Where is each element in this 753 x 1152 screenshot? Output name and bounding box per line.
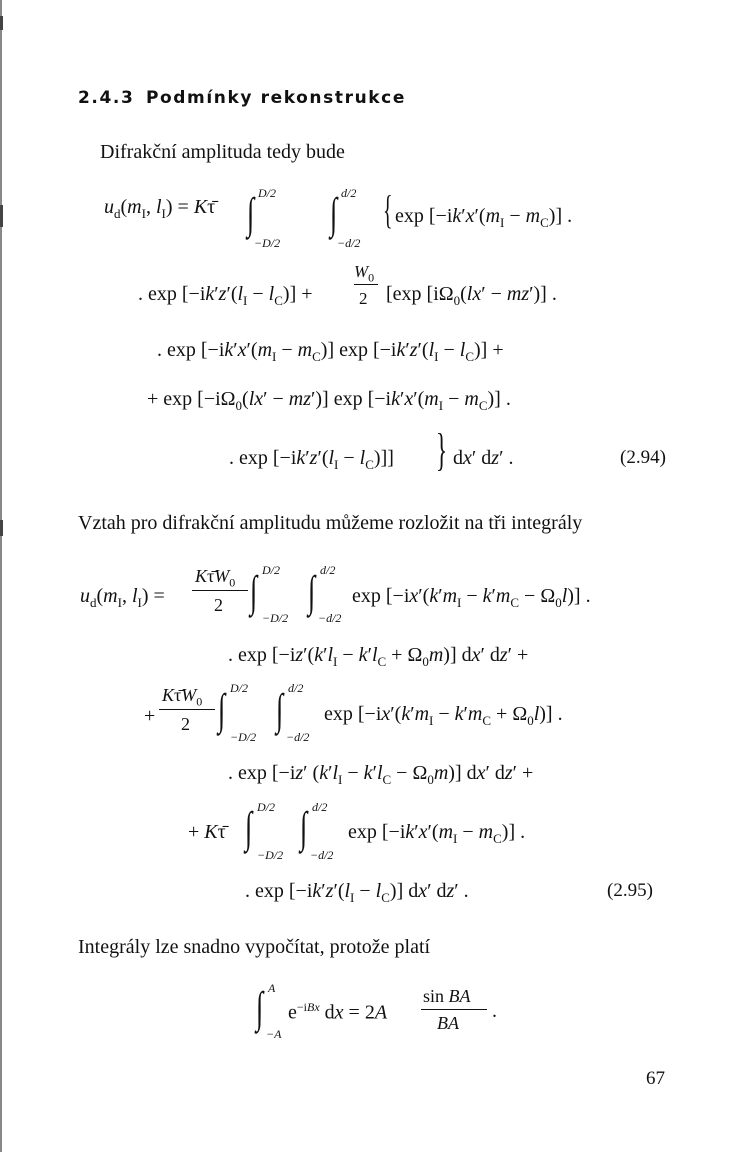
eq295-line-2: . $\exp [-iz'(k'l_I - k'l_C + \Omega_0m)]$ dx′ dz′ + bbox=[228, 644, 529, 669]
integral-lower-limit: −D/2 bbox=[257, 848, 284, 862]
fraction-bar bbox=[159, 709, 215, 710]
eq295-line-3-rest: $\exp [-ix'(k'm_I - k'm_C + \Omega_0l)]$ . bbox=[324, 703, 563, 728]
integral-upper-limit: D/2 bbox=[257, 800, 275, 814]
fraction-bar bbox=[421, 1009, 487, 1010]
page-edge-mark bbox=[0, 205, 3, 227]
integral-upper-limit: D/2 bbox=[258, 186, 276, 200]
integral-sign: ∫ bbox=[218, 685, 226, 734]
integral-lower-limit: −d/2 bbox=[318, 611, 342, 625]
integral-sign: ∫ bbox=[330, 189, 338, 238]
fraction-denominator: 2 bbox=[359, 289, 368, 308]
integral-lower-limit: −D/2 bbox=[230, 730, 257, 744]
integral-upper-limit: A bbox=[268, 981, 276, 995]
section-heading bbox=[78, 88, 406, 108]
eq295-line-6: . $\exp [-ik'z'(l_I - l_C)]$ dx′ dz′ . bbox=[245, 880, 469, 905]
fraction-numerator: $K\taūW_0$ bbox=[195, 566, 236, 590]
fraction-denominator: 2 bbox=[181, 714, 190, 734]
equation-number-2-95: (2.95) bbox=[607, 880, 653, 901]
integral-lower-limit: −d/2 bbox=[286, 730, 310, 744]
page-edge-mark bbox=[0, 16, 3, 30]
fraction-bar bbox=[192, 590, 248, 591]
eq295-line-3-plus: + bbox=[144, 705, 156, 727]
integral-lower-limit: −D/2 bbox=[254, 236, 281, 250]
eq294-line-1: $u_d(m_I$, $l_I$) = Kτ̄ bbox=[104, 196, 216, 221]
integral-lower-limit: −A bbox=[266, 1027, 282, 1041]
fraction-denominator: 2 bbox=[214, 595, 223, 615]
eq295-line-5: + Kτ̄ bbox=[188, 821, 226, 843]
eq294-differentials: dx′ dz′ . bbox=[453, 447, 514, 469]
fraction-numerator: $W_0$ bbox=[354, 262, 375, 285]
integral-sign: ∫ bbox=[308, 567, 316, 616]
integral-sign: ∫ bbox=[256, 983, 264, 1032]
paragraph-3: Integrály lze snadno vypočítat, protože platí bbox=[78, 936, 431, 958]
eq-final-lhs: $e^{-iBx}$ dx = 2A bbox=[288, 1000, 388, 1024]
eq294-line-4: + $\exp [-i\Omega_0(lx' - mz')]$ $\exp [-ik'x'(m_I - m_C)]$ . bbox=[147, 388, 511, 413]
eq-final-period: . bbox=[492, 1000, 497, 1022]
eq295-line-5-rest: $\exp [-ik'x'(m_I - m_C)]$ . bbox=[348, 821, 526, 846]
fraction-bar bbox=[354, 284, 378, 285]
integral-upper-limit: D/2 bbox=[262, 563, 280, 577]
page-number: 67 bbox=[646, 1068, 665, 1089]
page-edge-line bbox=[0, 0, 2, 1152]
eq294-line-1-rest: $\exp [-ik'x'(m_I - m_C)]$ . bbox=[395, 205, 573, 230]
integral-sign: ∫ bbox=[247, 189, 255, 238]
fraction-denominator: BA bbox=[437, 1013, 459, 1033]
integral-upper-limit: d/2 bbox=[320, 563, 336, 577]
integral-lower-limit: −D/2 bbox=[262, 611, 289, 625]
section-number: 2.4.3 bbox=[78, 88, 135, 108]
fraction-numerator: sin BA bbox=[423, 986, 471, 1006]
eq294-line-5: . $\exp [-ik'z'(l_I - l_C)]$] bbox=[229, 447, 394, 472]
brace-open: { bbox=[383, 187, 393, 232]
brace-close: } bbox=[436, 424, 448, 475]
integral-sign: ∫ bbox=[250, 567, 258, 616]
integral-upper-limit: d/2 bbox=[341, 186, 357, 200]
page-edge-mark bbox=[0, 520, 3, 536]
integral-upper-limit: d/2 bbox=[312, 800, 328, 814]
integral-upper-limit: D/2 bbox=[230, 681, 248, 695]
eq295-line-4: . exp [−iz′ $(k'l_I - k'l_C - \Omega_0m)$] dx′ dz′ + bbox=[228, 762, 534, 787]
equation-number-2-94: (2.94) bbox=[620, 447, 666, 468]
eq294-line-2: . $\exp [-ik'z'(l_I - l_C)]$ + bbox=[138, 283, 313, 308]
eq295-line-1: $u_d(m_I$, $l_I$) = bbox=[80, 585, 165, 610]
eq295-line-1-rest: $\exp [-ix'(k'm_I - k'm_C - \Omega_0l)]$ . bbox=[352, 585, 591, 610]
integral-upper-limit: d/2 bbox=[288, 681, 304, 695]
paragraph-1: Difrakční amplituda tedy bude bbox=[100, 141, 345, 163]
integral-sign: ∫ bbox=[300, 803, 308, 852]
eq294-line-3: . $\exp [-ik'x'(m_I - m_C)]$ $\exp [-ik'z'(l_I - l_C)]$ + bbox=[157, 339, 504, 364]
integral-lower-limit: −d/2 bbox=[337, 236, 361, 250]
integral-sign: ∫ bbox=[245, 803, 253, 852]
fraction-numerator: $K\taūW_0$ bbox=[162, 685, 203, 709]
integral-lower-limit: −d/2 bbox=[310, 848, 334, 862]
integral-sign: ∫ bbox=[276, 685, 284, 734]
section-title: Podmínky rekonstrukce bbox=[145, 88, 406, 108]
paragraph-2: Vztah pro difrakční amplitudu můžeme rozložit na tři integrály bbox=[78, 512, 583, 534]
eq294-line-2-rest: [exp $[i\Omega_0(lx' - mz')]$ . bbox=[386, 283, 557, 308]
